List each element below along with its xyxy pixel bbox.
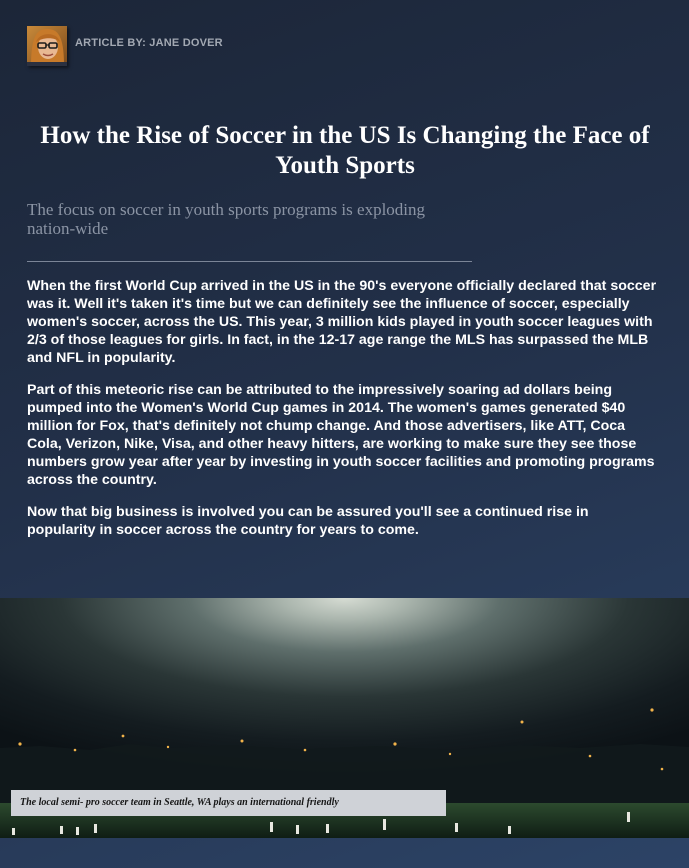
photo-caption: The local semi- pro soccer team in Seattle, WA plays an international friendly (11, 790, 446, 816)
article-title: How the Rise of Soccer in the US Is Changing the Face of Youth Sports (40, 122, 650, 179)
article-paragraph: Part of this meteoric rise can be attributed to the impressively soaring ad dollars being pumped into the Women's World Cup games in 2014. The women's games generated $40 million for Fox, that's definitely not chump change. And those advertisers, like ATT, Coca Cola, Verizon, Nike, Visa, and other heavy hitters, are working to make sure they see those numbers grow year after year by investing in youth soccer facilities and promoting programs across the country. (27, 382, 655, 488)
article-byline (27, 26, 223, 66)
article-paragraph: When the first World Cup arrived in the US in the 90's everyone officially declared that soccer was it. Well it's taken it's time but we can definitely see the influence of soccer, especially women's soccer, across the US. This year, 3 million kids played in youth soccer leagues with 2/3 of those leagues for girls. In fact, in the 12-17 age range the MLS has surpassed the MLB and NFL in popularity. (27, 278, 657, 366)
article-paragraph: Now that big business is involved you can be assured you'll see a continued rise in popularity in soccer across the country for years to come. (27, 504, 589, 538)
article-body (27, 277, 657, 553)
title-divider (27, 261, 472, 262)
author-byline-text: ARTICLE BY: JANE DOVER (75, 37, 223, 49)
article-subtitle: The focus on soccer in youth sports programs is exploding nation-wide (27, 200, 426, 238)
author-avatar[interactable] (27, 26, 67, 66)
